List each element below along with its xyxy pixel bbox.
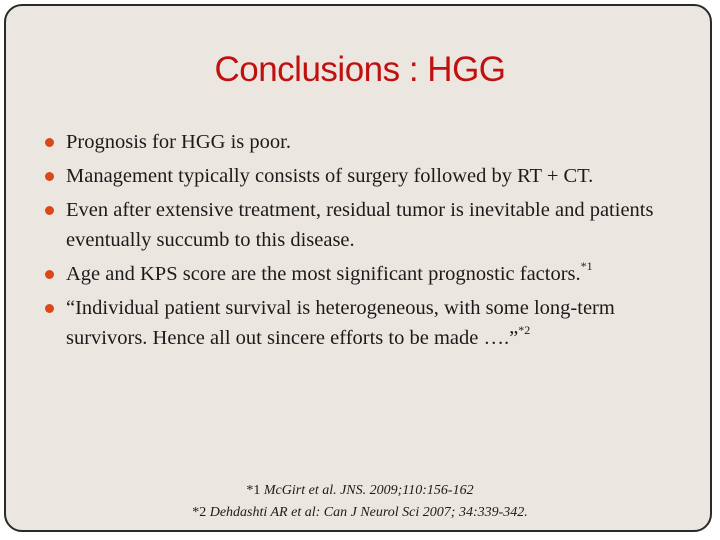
references [6,480,714,524]
footnote-marker: *1 [580,259,593,274]
bullet-item [45,127,685,157]
footnote-marker: *2 [518,323,531,338]
slide-title: Conclusions : HGG [214,50,506,89]
bullet-icon [45,304,54,313]
reference-marker: *2 [192,505,207,520]
reference-citation: Dehdashti AR et al: Can J Neurol Sci 2007; 34:339-342. [209,505,528,520]
bullet-icon [45,206,54,215]
bullet-text: “Individual patient survival is heterogeneous, with some long-term survivors. Hence all out sincere efforts to be made ….” [66,297,615,349]
bullet-icon [45,138,54,147]
bullet-list [45,127,685,357]
reference-marker: *1 [246,483,261,498]
bullet-item [45,293,685,353]
reference-line [6,480,714,502]
bullet-item [45,259,685,289]
bullet-text: Prognosis for HGG is poor. [66,131,291,153]
bullet-icon [45,172,54,181]
bullet-text: Even after extensive treatment, residual tumor is inevitable and patients eventually succumb to this disease. [66,199,654,251]
bullet-item [45,161,685,191]
bullet-text: Age and KPS score are the most significant prognostic factors. [66,263,581,285]
bullet-text: Management typically consists of surgery followed by RT + CT. [66,165,594,187]
bullet-icon [45,270,54,279]
bullet-item [45,195,685,255]
reference-citation: McGirt et al. JNS. 2009;110:156-162 [263,483,474,498]
reference-line [6,502,714,524]
slide [4,4,712,532]
